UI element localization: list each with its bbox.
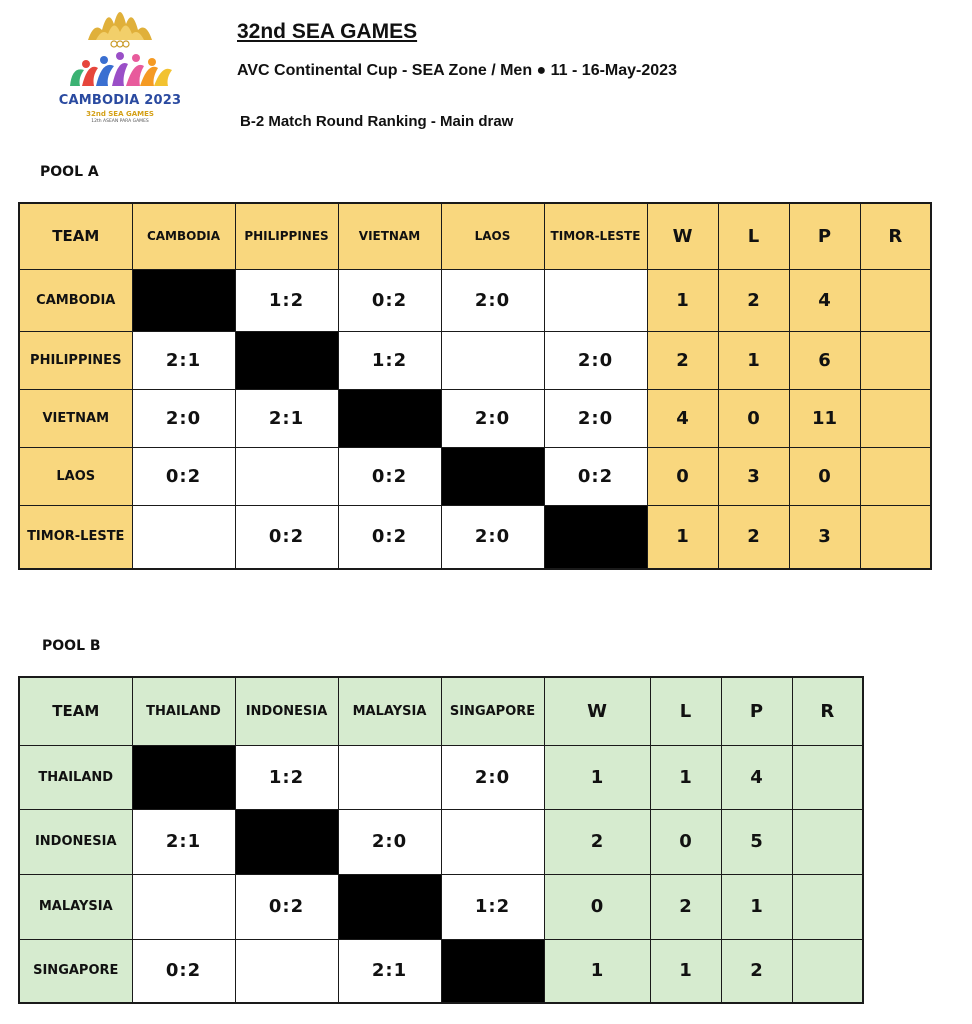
wins-cell: 1 bbox=[647, 269, 718, 331]
losses-cell: 0 bbox=[650, 809, 721, 874]
table-row bbox=[19, 389, 931, 447]
points-cell: 11 bbox=[789, 389, 860, 447]
column-header: P bbox=[721, 677, 792, 745]
score-cell: 0:2 bbox=[132, 939, 235, 1003]
column-header: VIETNAM bbox=[338, 203, 441, 269]
pool-b-header-row bbox=[19, 677, 863, 745]
table-row bbox=[19, 269, 931, 331]
losses-cell: 2 bbox=[718, 505, 789, 569]
column-header: INDONESIA bbox=[235, 677, 338, 745]
rank-cell bbox=[792, 874, 863, 939]
column-header: R bbox=[792, 677, 863, 745]
losses-cell: 3 bbox=[718, 447, 789, 505]
diagonal-cell bbox=[338, 389, 441, 447]
wins-cell: 1 bbox=[647, 505, 718, 569]
score-cell bbox=[338, 745, 441, 809]
row-team: MALAYSIA bbox=[19, 874, 132, 939]
wins-cell: 0 bbox=[647, 447, 718, 505]
diagonal-cell bbox=[235, 331, 338, 389]
column-header: CAMBODIA bbox=[132, 203, 235, 269]
pool-b-label: POOL B bbox=[42, 638, 101, 654]
score-cell bbox=[132, 874, 235, 939]
points-cell: 6 bbox=[789, 331, 860, 389]
rank-cell bbox=[860, 331, 931, 389]
row-team: CAMBODIA bbox=[19, 269, 132, 331]
score-cell: 0:2 bbox=[338, 269, 441, 331]
score-cell: 2:1 bbox=[132, 809, 235, 874]
losses-cell: 2 bbox=[718, 269, 789, 331]
losses-cell: 1 bbox=[650, 745, 721, 809]
losses-cell: 2 bbox=[650, 874, 721, 939]
diagonal-cell bbox=[235, 809, 338, 874]
score-cell: 1:2 bbox=[235, 269, 338, 331]
rank-cell bbox=[860, 505, 931, 569]
row-team: INDONESIA bbox=[19, 809, 132, 874]
column-header: W bbox=[647, 203, 718, 269]
column-header: TEAM bbox=[19, 677, 132, 745]
column-header: PHILIPPINES bbox=[235, 203, 338, 269]
score-cell: 2:1 bbox=[132, 331, 235, 389]
points-cell: 1 bbox=[721, 874, 792, 939]
wins-cell: 1 bbox=[544, 939, 650, 1003]
column-header: SINGAPORE bbox=[441, 677, 544, 745]
cambodia-2023-logo bbox=[58, 0, 188, 132]
pool-a-header-row bbox=[19, 203, 931, 269]
column-header: R bbox=[860, 203, 931, 269]
table-row bbox=[19, 331, 931, 389]
row-team: SINGAPORE bbox=[19, 939, 132, 1003]
points-cell: 3 bbox=[789, 505, 860, 569]
score-cell bbox=[544, 269, 647, 331]
rank-cell bbox=[792, 809, 863, 874]
rank-cell bbox=[792, 939, 863, 1003]
score-cell bbox=[235, 447, 338, 505]
diagonal-cell bbox=[132, 745, 235, 809]
score-cell: 2:1 bbox=[235, 389, 338, 447]
points-cell: 4 bbox=[789, 269, 860, 331]
column-header: P bbox=[789, 203, 860, 269]
score-cell: 2:0 bbox=[441, 505, 544, 569]
diagonal-cell bbox=[441, 939, 544, 1003]
losses-cell: 1 bbox=[650, 939, 721, 1003]
rank-cell bbox=[860, 447, 931, 505]
points-cell: 0 bbox=[789, 447, 860, 505]
column-header: L bbox=[718, 203, 789, 269]
points-cell: 2 bbox=[721, 939, 792, 1003]
logo-emblem-icon bbox=[58, 0, 188, 95]
score-cell: 2:0 bbox=[132, 389, 235, 447]
column-header: THAILAND bbox=[132, 677, 235, 745]
score-cell: 2:0 bbox=[544, 389, 647, 447]
pool-a-label: POOL A bbox=[40, 164, 99, 180]
rank-cell bbox=[860, 269, 931, 331]
score-cell: 2:0 bbox=[441, 269, 544, 331]
score-cell: 2:0 bbox=[441, 389, 544, 447]
column-header: L bbox=[650, 677, 721, 745]
diagonal-cell bbox=[132, 269, 235, 331]
column-header: TIMOR-LESTE bbox=[544, 203, 647, 269]
column-header: MALAYSIA bbox=[338, 677, 441, 745]
diagonal-cell bbox=[441, 447, 544, 505]
score-cell: 1:2 bbox=[441, 874, 544, 939]
table-row bbox=[19, 505, 931, 569]
pool-a-table bbox=[18, 202, 932, 570]
wins-cell: 1 bbox=[544, 745, 650, 809]
table-row bbox=[19, 939, 863, 1003]
wins-cell: 4 bbox=[647, 389, 718, 447]
points-cell: 4 bbox=[721, 745, 792, 809]
score-cell: 0:2 bbox=[338, 447, 441, 505]
table-row bbox=[19, 447, 931, 505]
score-cell: 1:2 bbox=[235, 745, 338, 809]
row-team: VIETNAM bbox=[19, 389, 132, 447]
score-cell: 2:0 bbox=[441, 745, 544, 809]
losses-cell: 0 bbox=[718, 389, 789, 447]
diagonal-cell bbox=[544, 505, 647, 569]
logo-title: CAMBODIA 2023 bbox=[58, 93, 182, 108]
row-team: PHILIPPINES bbox=[19, 331, 132, 389]
score-cell bbox=[441, 809, 544, 874]
score-cell: 2:1 bbox=[338, 939, 441, 1003]
row-team: THAILAND bbox=[19, 745, 132, 809]
column-header: LAOS bbox=[441, 203, 544, 269]
score-cell bbox=[235, 939, 338, 1003]
score-cell bbox=[132, 505, 235, 569]
table-row bbox=[19, 874, 863, 939]
row-team: LAOS bbox=[19, 447, 132, 505]
score-cell: 0:2 bbox=[132, 447, 235, 505]
losses-cell: 1 bbox=[718, 331, 789, 389]
logo-subtitle-2: 12th ASEAN PARA GAMES bbox=[91, 119, 149, 124]
score-cell: 2:0 bbox=[544, 331, 647, 389]
score-cell bbox=[441, 331, 544, 389]
pool-b-table bbox=[18, 676, 864, 1004]
column-header: W bbox=[544, 677, 650, 745]
event-subtitle: AVC Continental Cup - SEA Zone / Men ● 11 - 16-May-2023 bbox=[237, 62, 677, 79]
diagonal-cell bbox=[338, 874, 441, 939]
wins-cell: 2 bbox=[544, 809, 650, 874]
rank-cell bbox=[792, 745, 863, 809]
score-cell: 0:2 bbox=[235, 505, 338, 569]
table-row bbox=[19, 745, 863, 809]
logo-subtitle: 32nd SEA GAMES bbox=[86, 110, 154, 118]
rank-cell bbox=[860, 389, 931, 447]
score-cell: 0:2 bbox=[544, 447, 647, 505]
table-row bbox=[19, 809, 863, 874]
page-title: 32nd SEA GAMES bbox=[237, 20, 418, 43]
score-cell: 2:0 bbox=[338, 809, 441, 874]
points-cell: 5 bbox=[721, 809, 792, 874]
wins-cell: 0 bbox=[544, 874, 650, 939]
score-cell: 0:2 bbox=[235, 874, 338, 939]
wins-cell: 2 bbox=[647, 331, 718, 389]
column-header: TEAM bbox=[19, 203, 132, 269]
score-cell: 0:2 bbox=[338, 505, 441, 569]
score-cell: 1:2 bbox=[338, 331, 441, 389]
section-title: B-2 Match Round Ranking - Main draw bbox=[240, 113, 514, 130]
row-team: TIMOR-LESTE bbox=[19, 505, 132, 569]
